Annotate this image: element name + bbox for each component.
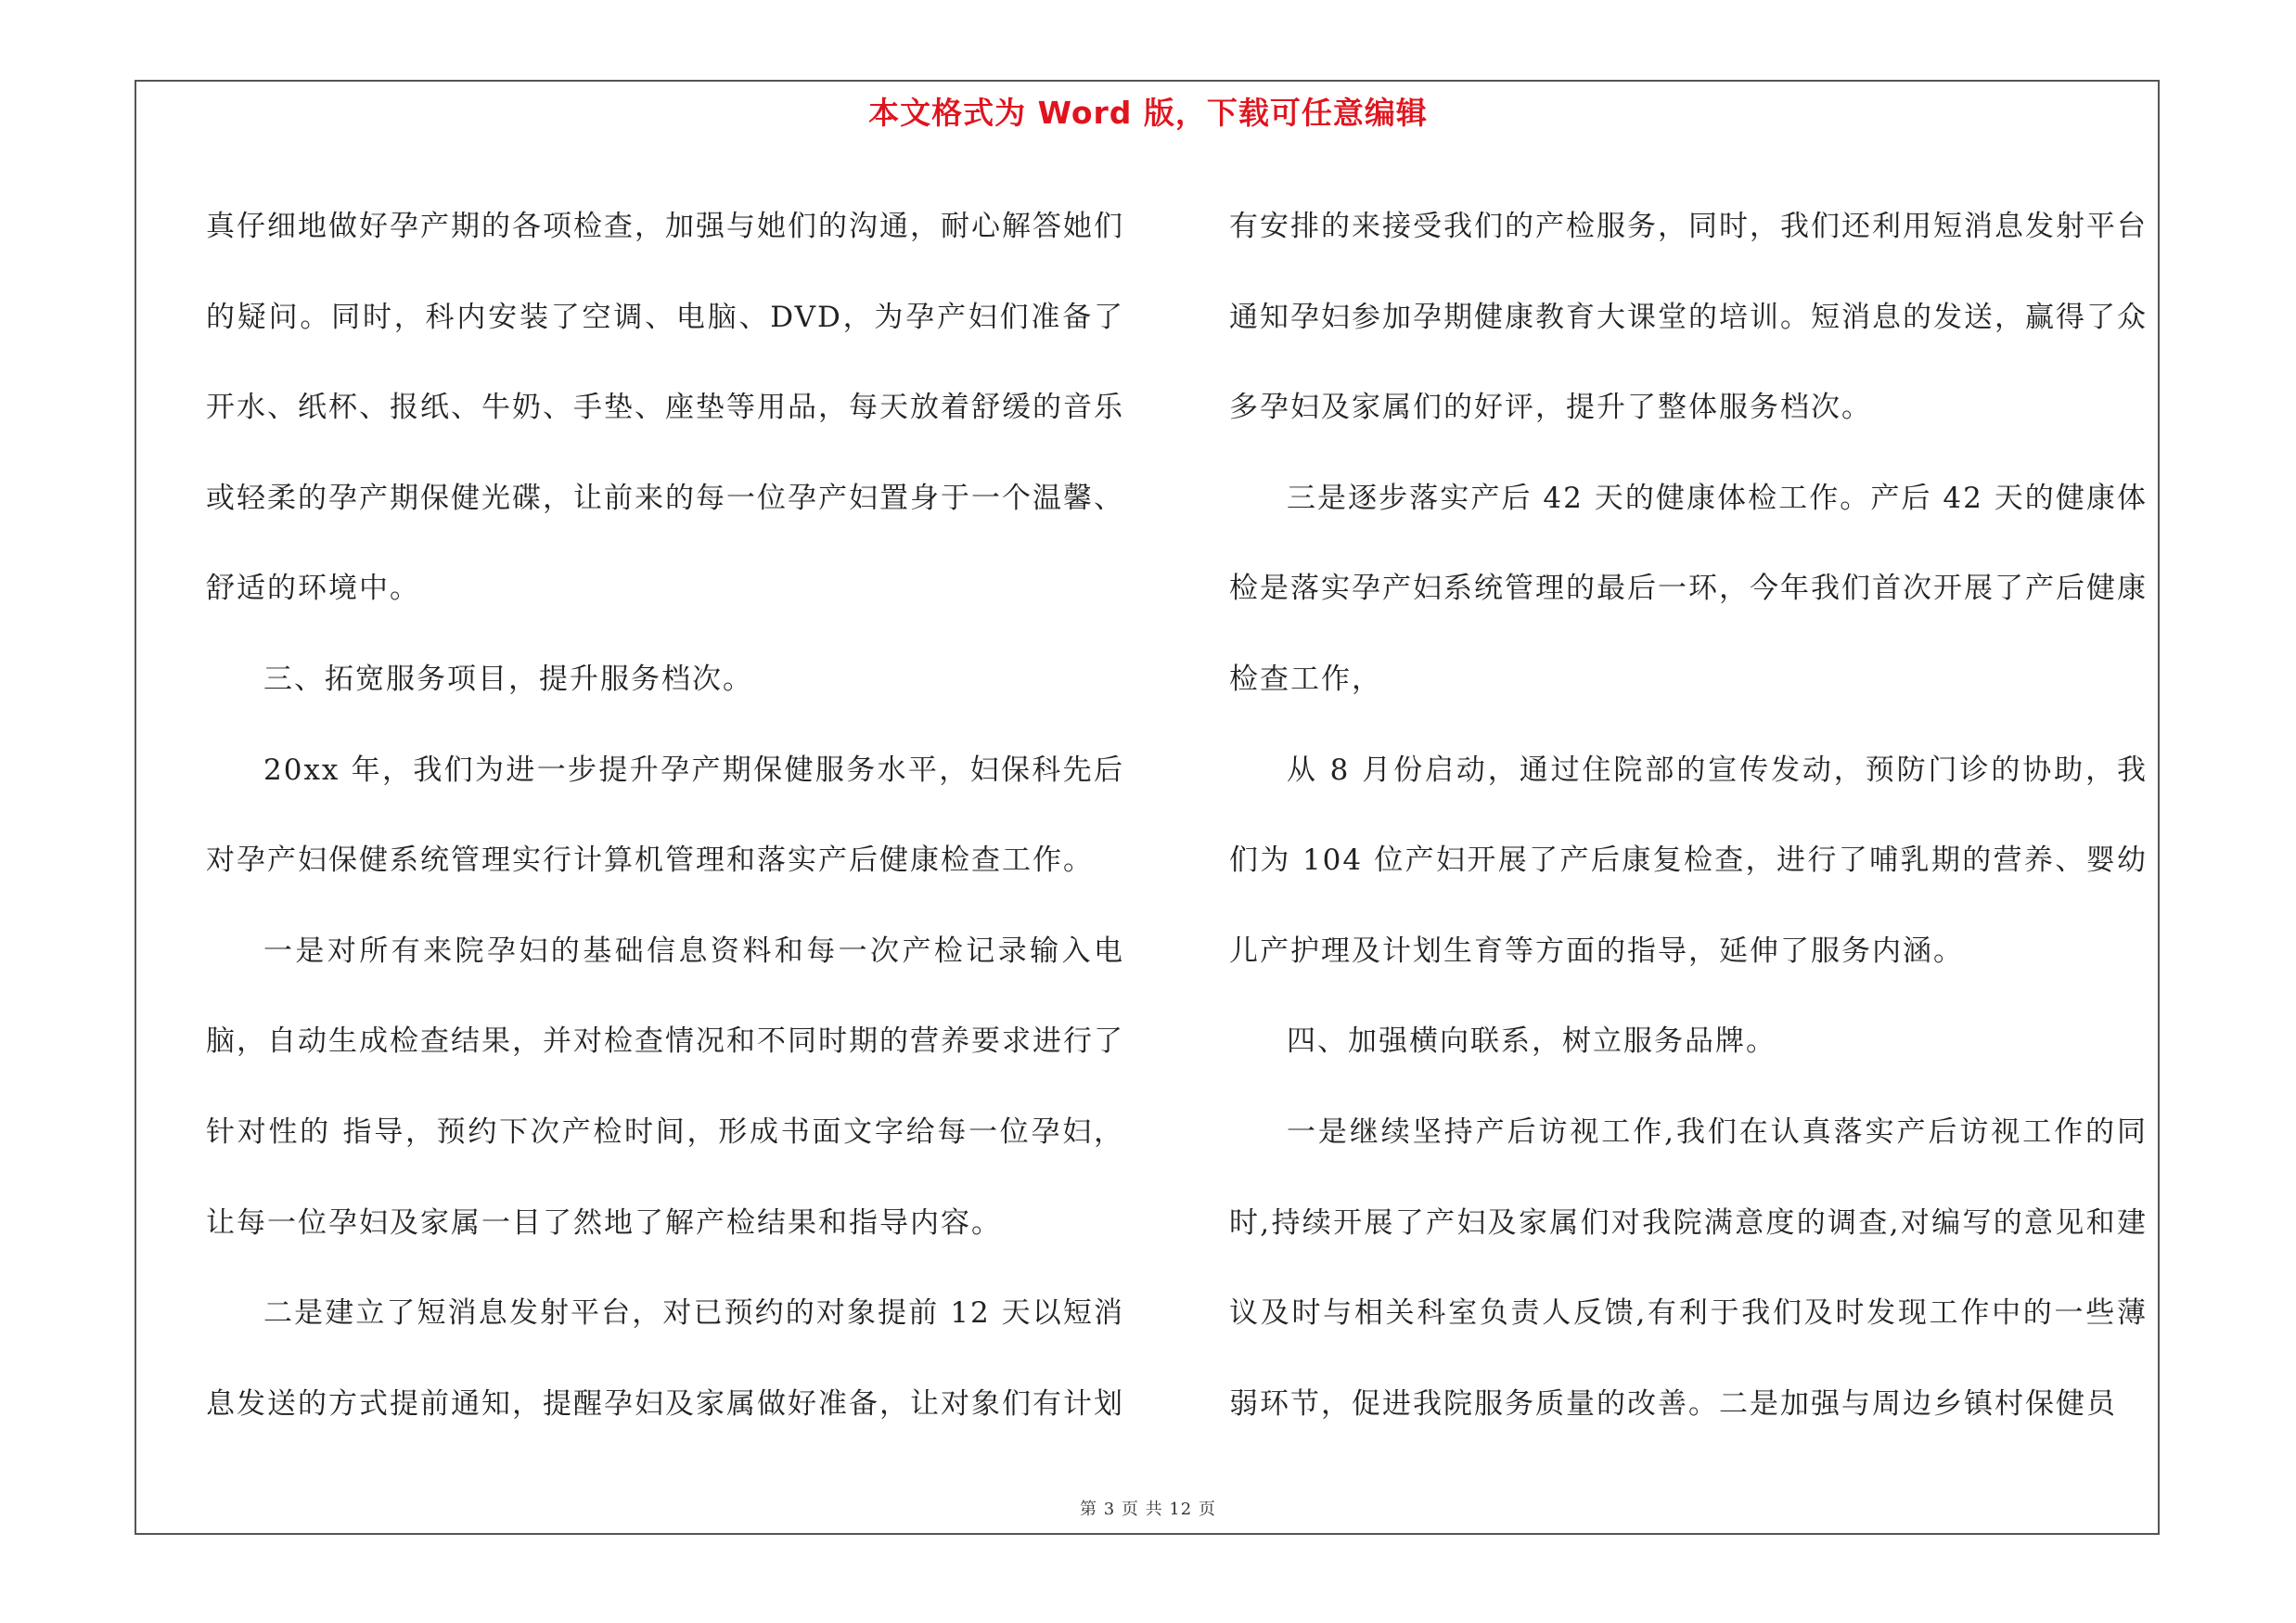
paragraph-continued: 有安排的来接受我们的产检服务，同时，我们还利用短消息发射平台通知孕妇参加孕期健康教育大课堂的培训。短消息的发送，赢得了众多孕妇及家属们的好评，提升了整体服务档次。 bbox=[1229, 210, 2148, 425]
document-banner: 本文格式为 Word 版，下载可任意编辑 bbox=[868, 95, 1428, 131]
paragraph: 一是对所有来院孕妇的基础信息资料和每一次产检记录输入电脑，自动生成检查结果，并对检查情况和不同时期的营养要求进行了针对性的 指导，预约下次产检时间，形成书面文字给每一位孕妇，让每一位孕妇及家属一目了然地了解产检结果和指导内容。 bbox=[206, 934, 1124, 1240]
section-heading-4: 四、加强横向联系，树立服务品牌。 bbox=[1287, 1024, 1777, 1059]
paragraph-continued: 真仔细地做好孕产期的各项检查，加强与她们的沟通，耐心解答她们的疑问。同时，科内安装了空调、电脑、DVD，为孕产妇们准备了开水、纸杯、报纸、牛奶、手垫、座垫等用品，每天放着舒缓的音乐或轻柔的孕产期保健光碟，让前来的每一位孕产妇置身于一个温馨、舒适的环境中。 bbox=[206, 210, 1124, 606]
paragraph: 从 8 月份启动，通过住院部的宣传发动，预防门诊的协助，我们为 104 位产妇开展了产后康复检查，进行了哺乳期的营养、婴幼儿产护理及计划生育等方面的指导，延伸了服务内涵。 bbox=[1229, 753, 2148, 968]
right-column bbox=[1229, 182, 2148, 1449]
paragraph: 20xx 年，我们为进一步提升孕产期保健服务水平，妇保科先后对孕产妇保健系统管理实行计算机管理和落实产后健康检查工作。 bbox=[206, 753, 1124, 878]
paragraph: 三是逐步落实产后 42 天的健康体检工作。产后 42 天的健康体检是落实孕产妇系统管理的最后一环，今年我们首次开展了产后健康检查工作， bbox=[1229, 481, 2148, 696]
paragraph: 二是建立了短消息发射平台，对已预约的对象提前 12 天以短消息发送的方式提前通知，提醒孕妇及家属做好准备，让对象们有计划 bbox=[206, 1296, 1124, 1421]
paragraph: 一是继续坚持产后访视工作,我们在认真落实产后访视工作的同时,持续开展了产妇及家属们对我院满意度的调查,对编写的意见和建议及时与相关科室负责人反馈,有利于我们及时发现工作中的一些薄弱环节，促进我院服务质量的改善。二是加强与周边乡镇村保健员 bbox=[1229, 1114, 2148, 1421]
section-heading-3: 三、拓宽服务项目，提升服务档次。 bbox=[263, 662, 753, 696]
left-column bbox=[206, 182, 1124, 1449]
page-indicator: 第 3 页 共 12 页 bbox=[1080, 1500, 1216, 1519]
